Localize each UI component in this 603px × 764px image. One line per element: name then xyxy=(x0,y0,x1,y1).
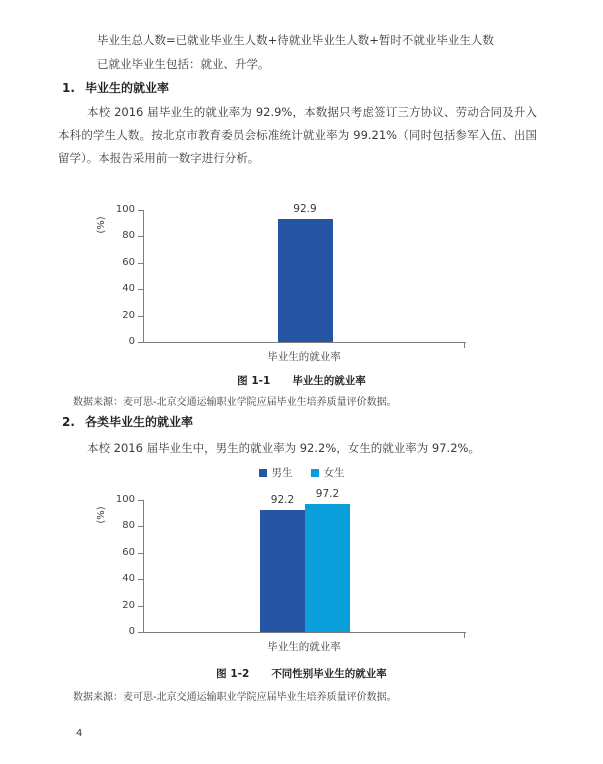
chart-employment-rate xyxy=(0,192,603,368)
section-1-number: 1. xyxy=(62,81,75,95)
bar-value-label: 97.2 xyxy=(315,487,340,500)
y-tick-mark xyxy=(138,526,143,527)
figure-1-1-caption xyxy=(0,373,603,388)
section-2-heading xyxy=(62,413,543,430)
y-tick-mark xyxy=(138,500,143,501)
y-tick-mark xyxy=(138,553,143,554)
x-category-label: 毕业生的就业率 xyxy=(267,351,341,363)
y-tick-label: 80 xyxy=(122,230,135,242)
chart-legend xyxy=(0,465,603,480)
bar-毕业生的就业率 xyxy=(278,219,333,342)
bar-value-label: 92.9 xyxy=(293,203,317,216)
y-tick-mark xyxy=(138,632,143,633)
x-category-label: 毕业生的就业率 xyxy=(267,641,341,653)
section-1-heading xyxy=(62,79,543,96)
legend-swatch-icon xyxy=(311,469,319,477)
plot-area xyxy=(143,203,466,343)
y-tick-mark xyxy=(138,236,143,237)
y-tick-mark xyxy=(138,579,143,580)
x-axis-end-tick xyxy=(464,633,465,638)
y-axis-unit-label: (%) xyxy=(96,506,107,524)
y-tick-label: 60 xyxy=(122,546,135,558)
data-source-1: 数据来源：麦可思-北京交通运输职业学院应届毕业生培养质量评价数据。 xyxy=(73,397,397,408)
y-tick-mark xyxy=(138,210,143,211)
y-axis-unit-label: (%) xyxy=(96,216,107,234)
y-tick-label: 0 xyxy=(128,336,135,347)
y-tick-label: 40 xyxy=(122,573,135,585)
y-tick-label: 20 xyxy=(122,599,135,611)
section-1-paragraph: 本校 2016 届毕业生的就业率为 92.9%，本数据只考虑签订三方协议、劳动合同及升入本科的学生人数。按北京市教育委员会标准统计就业率为 99.21%（同时包括参军入伍、出国留学）。本报告采用前一数字进行分析。 xyxy=(58,105,537,165)
intro-block xyxy=(97,28,563,76)
figure-1-1-label: 图 1-1 xyxy=(237,375,271,387)
legend-label: 男生 xyxy=(271,467,293,479)
section-2-paragraph: 本校 2016 届毕业生中，男生的就业率为 92.2%，女生的就业率为 97.2%。 xyxy=(87,441,480,455)
section-1-title: 毕业生的就业率 xyxy=(85,81,170,95)
figure-1-2-caption xyxy=(0,666,603,681)
intro-line-total-formula: 毕业生总人数=已就业毕业生人数+待就业毕业生人数+暂时不就业毕业生人数 xyxy=(97,33,494,47)
y-tick-label: 100 xyxy=(115,494,135,505)
legend-swatch-icon xyxy=(259,469,267,477)
chart-employment-rate-by-gender xyxy=(0,463,603,661)
figure-1-2-title: 不同性别毕业生的就业率 xyxy=(271,668,387,680)
x-axis-end-tick xyxy=(464,343,465,348)
y-tick-label: 0 xyxy=(128,626,135,637)
intro-line-employed-includes: 已就业毕业生包括：就业、升学。 xyxy=(97,57,270,71)
bar-value-label: 92.2 xyxy=(270,494,295,507)
y-tick-mark xyxy=(138,263,143,264)
y-tick-mark xyxy=(138,316,143,317)
legend-label: 女生 xyxy=(323,467,345,479)
page-number: 4 xyxy=(76,728,83,739)
y-tick-label: 80 xyxy=(122,520,135,532)
y-tick-label: 20 xyxy=(122,309,135,321)
y-tick-mark xyxy=(138,289,143,290)
legend-item-男生 xyxy=(259,465,293,480)
plot-area xyxy=(143,487,466,633)
y-tick-label: 40 xyxy=(122,283,135,295)
data-source-2: 数据来源：麦可思-北京交通运输职业学院应届毕业生培养质量评价数据。 xyxy=(73,692,397,703)
y-tick-label: 100 xyxy=(115,204,135,215)
bar-男生 xyxy=(260,510,305,632)
section-2-number: 2. xyxy=(62,415,75,429)
figure-1-1-title: 毕业生的就业率 xyxy=(292,375,366,387)
y-tick-mark xyxy=(138,606,143,607)
legend-item-女生 xyxy=(311,465,345,480)
figure-1-2-label: 图 1-2 xyxy=(216,668,250,680)
y-tick-label: 60 xyxy=(122,256,135,268)
y-tick-mark xyxy=(138,342,143,343)
bar-女生 xyxy=(305,504,350,632)
section-2-title: 各类毕业生的就业率 xyxy=(85,415,194,429)
